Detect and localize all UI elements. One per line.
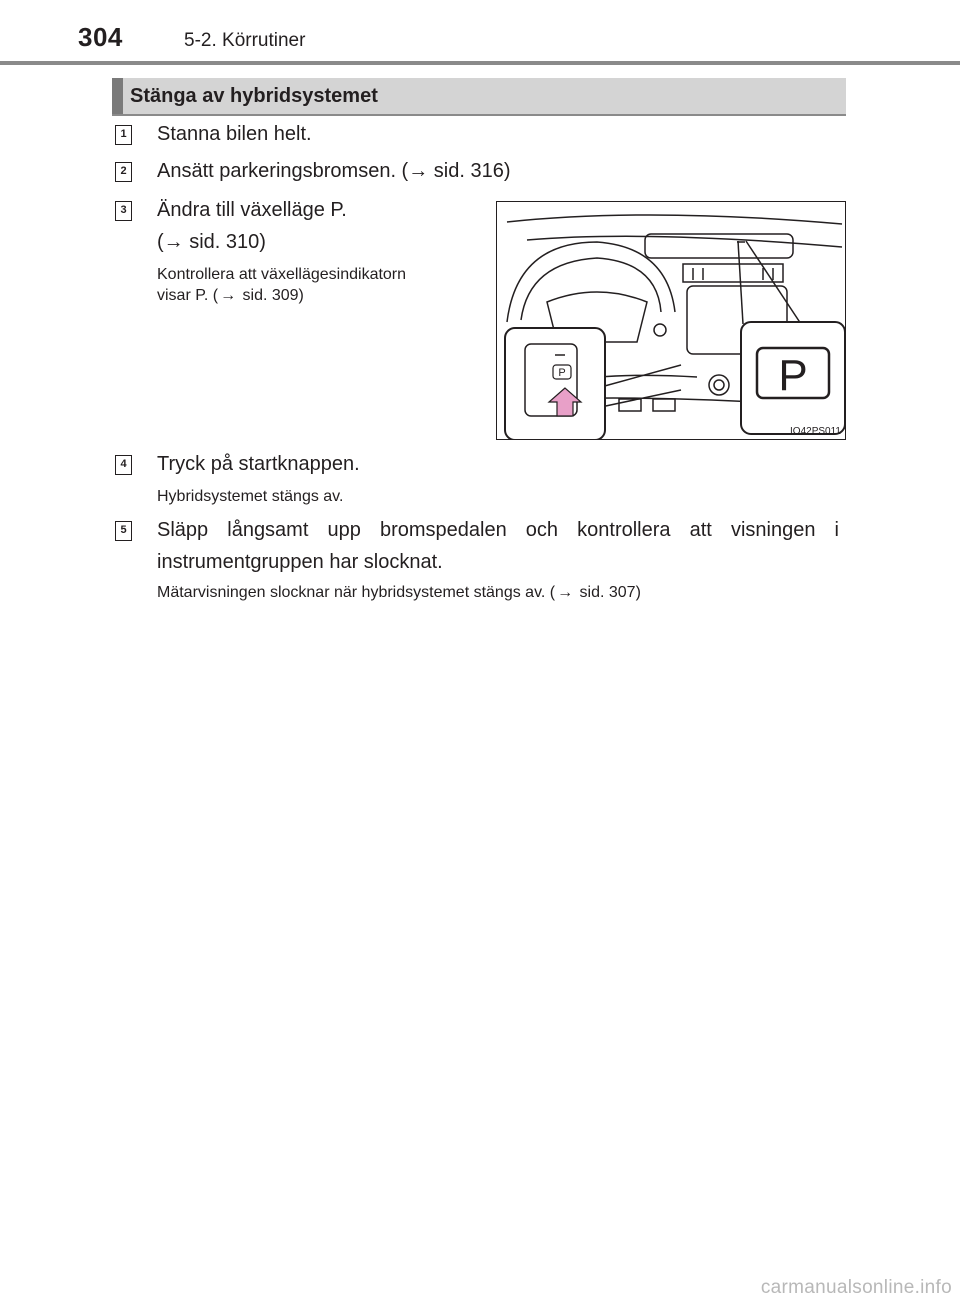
step-3-line-1: Ändra till växelläge P.: [157, 199, 347, 221]
section-heading-bar: [112, 78, 846, 116]
step-2-text-before: Ansätt parkeringsbromsen. (: [157, 160, 409, 182]
step-4-badge: 4: [115, 455, 132, 475]
step-1-text: Stanna bilen helt.: [157, 123, 312, 145]
step-4-note: Hybridsystemet stängs av.: [157, 488, 344, 505]
page-number: 304: [78, 22, 123, 52]
arrow-icon: →: [557, 584, 574, 601]
step-5-note: [157, 583, 641, 603]
dashboard-illustration: [496, 201, 846, 440]
windshield-line: [507, 215, 842, 224]
step-3-line-2-after: sid. 310): [183, 231, 266, 253]
p-button-label: P: [558, 367, 566, 379]
dashboard-drawing: [497, 202, 846, 440]
step-3-badge: 3: [115, 201, 132, 221]
step-5-note-after: sid. 307): [575, 584, 641, 601]
arrow-icon: →: [220, 287, 237, 304]
figure-code: IO42PS011: [790, 426, 841, 437]
arrow-icon: →: [408, 160, 429, 182]
watermark: carmanualsonline.info: [760, 1277, 952, 1298]
section-title: Stänga av hybridsystemet: [130, 85, 378, 107]
dash-top-line: [527, 236, 842, 247]
step-5-note-before: Mätarvisningen slocknar när hybridsystemet stängs av. (: [157, 584, 556, 601]
step-3-line-2: [157, 228, 266, 257]
step-5-line-1: [157, 516, 839, 545]
step-3-note-line-1: Kontrollera att växellägesindikatorn: [157, 266, 407, 283]
instrument-display: [645, 234, 793, 258]
step-3-line-2-before: (: [157, 231, 164, 253]
chapter-title: 5-2. Körrutiner: [184, 30, 306, 51]
step-1-badge: 1: [115, 125, 132, 145]
step-3-note-before: visar P. (: [157, 287, 219, 304]
section-heading-accent: [112, 78, 123, 114]
step-3-note-after: sid. 309): [238, 287, 304, 304]
arrow-icon: →: [163, 231, 184, 253]
step-5-line-1-text: Släpp långsamt upp bromspedalen och kontrollera att visningen i: [157, 519, 839, 541]
start-button: [709, 375, 729, 395]
step-4-text: Tryck på startknappen.: [157, 453, 360, 475]
steering-wheel-rim: [507, 242, 675, 322]
header-divider: [0, 61, 960, 65]
step-5-line-2: instrumentgruppen har slocknat.: [157, 551, 443, 573]
step-3-note-line-2: [157, 286, 304, 306]
step-5-badge: 5: [115, 521, 132, 541]
step-2-badge: 2: [115, 162, 132, 182]
p-indicator-letter: P: [778, 351, 808, 400]
step-2-text: [157, 157, 511, 186]
step-2-text-after: sid. 316): [428, 160, 511, 182]
